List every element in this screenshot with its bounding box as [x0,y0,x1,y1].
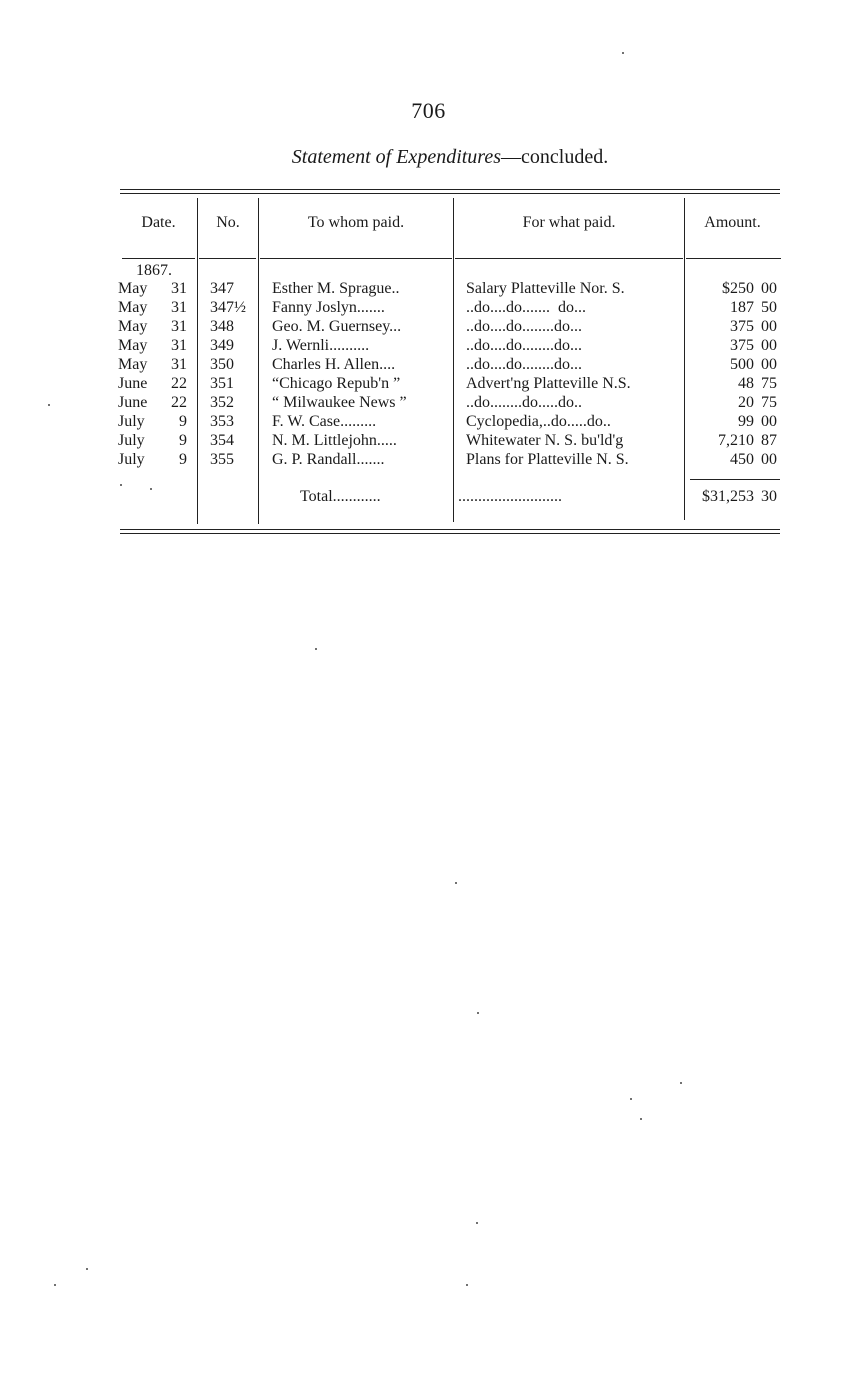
row-voucher-number: 351 [210,375,234,392]
row-purpose: Cyclopedia,..do.....do.. [466,413,611,430]
row-amount-dollars: 48 [738,375,754,392]
row-purpose: ..do....do........do... [466,318,582,335]
row-amount-cents: 00 [761,337,777,354]
title-concluded: —concluded. [501,146,609,168]
row-payee: Fanny Joslyn....... [272,299,385,316]
header-amount: Amount. [704,214,761,231]
row-purpose: Salary Platteville Nor. S. [466,280,625,297]
row-month: May [118,318,148,335]
header-rule-date [122,258,195,259]
row-month: May [118,280,148,297]
row-payee: F. W. Case......... [272,413,377,430]
row-purpose: ..do....do........do... [466,337,582,354]
top-rule-1 [120,189,780,190]
row-month: July [118,451,145,468]
row-month: June [118,375,148,392]
row-payee: “Chicago Repub'n ” [272,375,401,392]
table-row [0,374,857,393]
table-row [0,317,857,336]
row-amount-cents: 00 [761,280,777,297]
scan-speck [622,52,624,54]
row-day: 9 [179,413,187,430]
header-payee: To whom paid. [307,214,405,231]
row-amount-dollars: 500 [730,356,754,373]
bottom-rule-2 [120,533,780,534]
row-month: May [118,337,148,354]
row-day: 31 [171,299,187,316]
header-rule-no [199,258,256,259]
row-voucher-number: 353 [210,413,234,430]
table-row [0,336,857,355]
row-voucher-number: 352 [210,394,234,411]
table-row [0,412,857,431]
header-purpose: For what paid. [522,214,616,231]
row-amount-cents: 00 [761,451,777,468]
total-leader-dots: .......................... [458,488,562,505]
row-payee: Geo. M. Guernsey... [272,318,402,335]
row-day: 22 [171,375,187,392]
total-amount-dollars: $31,253 [702,488,754,505]
row-day: 31 [171,356,187,373]
header-rule-payee [260,258,452,259]
row-amount-dollars: 99 [738,413,754,430]
table-row [0,298,857,317]
row-month: July [118,432,145,449]
scan-speck [150,488,152,490]
scan-speck [476,1222,478,1224]
row-amount-cents: 00 [761,318,777,335]
row-amount-cents: 75 [761,394,777,411]
table-row [0,450,857,469]
row-month: May [118,299,148,316]
table-row [0,393,857,412]
amount-total-rule [690,479,780,480]
row-month: May [118,356,148,373]
row-amount-cents: 00 [761,356,777,373]
page-title [0,146,857,169]
row-amount-cents: 50 [761,299,777,316]
scan-speck [120,484,122,486]
row-purpose: ..do....do....... do... [466,299,586,316]
header-date: Date. [141,214,176,231]
scan-speck [640,1118,642,1120]
header-rule-purpose [455,258,683,259]
row-voucher-number: 354 [210,432,234,449]
row-amount-cents: 75 [761,375,777,392]
scan-speck [466,1284,468,1286]
row-voucher-number: 347 [210,280,234,297]
row-payee: J. Wernli.......... [272,337,370,354]
row-day: 31 [171,318,187,335]
row-amount-cents: 87 [761,432,777,449]
scan-speck [54,1284,56,1286]
row-payee: Esther M. Sprague.. [272,280,400,297]
row-month: June [118,394,148,411]
row-amount-dollars: $250 [722,280,754,297]
scan-speck [315,648,317,650]
row-amount-dollars: 7,210 [718,432,754,449]
top-rule-2 [120,193,780,194]
row-voucher-number: 349 [210,337,234,354]
header-rule-amount [686,258,781,259]
table-row [0,355,857,374]
row-payee: N. M. Littlejohn..... [272,432,397,449]
page-number: 706 [411,98,446,123]
table-row [0,431,857,450]
row-day: 9 [179,432,187,449]
row-day: 31 [171,337,187,354]
row-payee: G. P. Randall....... [272,451,385,468]
bottom-rule-1 [120,529,780,530]
row-voucher-number: 348 [210,318,234,335]
row-day: 9 [179,451,187,468]
row-amount-dollars: 450 [730,451,754,468]
row-voucher-number: 347½ [210,299,246,316]
header-no: No. [216,214,240,231]
row-purpose: ..do....do........do... [466,356,582,373]
row-amount-dollars: 20 [738,394,754,411]
scan-speck [48,404,50,406]
row-voucher-number: 355 [210,451,234,468]
table-row [0,279,857,298]
row-amount-cents: 00 [761,413,777,430]
year-label: 1867. [136,262,172,279]
row-purpose: Whitewater N. S. bu'ld'g [466,432,624,449]
scan-speck [86,1268,88,1270]
row-amount-dollars: 187 [730,299,754,316]
scan-speck [630,1098,632,1100]
row-amount-dollars: 375 [730,337,754,354]
row-payee: “ Milwaukee News ” [272,394,407,411]
row-day: 31 [171,280,187,297]
total-label: Total............ [300,488,381,505]
row-purpose: ..do........do.....do.. [466,394,582,411]
title-italic-statement: Statement of [291,146,397,168]
scan-speck [680,1082,682,1084]
scan-speck [455,882,457,884]
row-purpose: Advert'ng Platteville N.S. [466,375,631,392]
total-amount-cents: 30 [761,488,777,505]
row-month: July [118,413,145,430]
row-payee: Charles H. Allen.... [272,356,396,373]
row-amount-dollars: 375 [730,318,754,335]
scan-speck [477,1012,479,1014]
row-voucher-number: 350 [210,356,234,373]
row-day: 22 [171,394,187,411]
title-italic-expenditures: Expenditures [396,146,502,168]
row-purpose: Plans for Platteville N. S. [466,451,629,468]
